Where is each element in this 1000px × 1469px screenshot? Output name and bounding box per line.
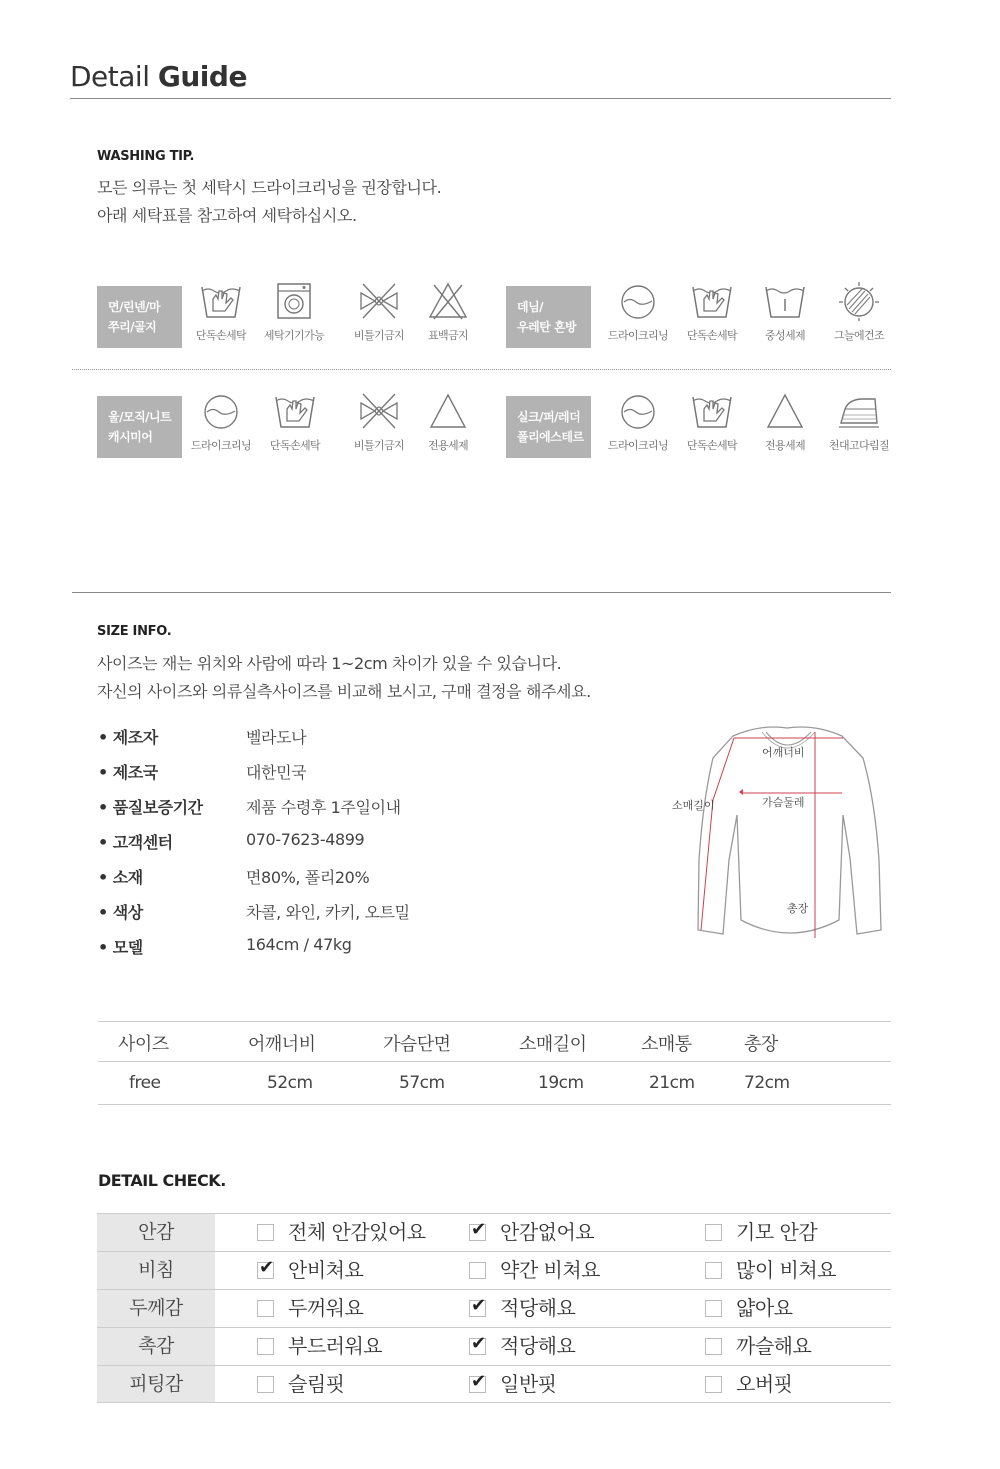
size-table-top (98, 1021, 891, 1022)
checkbox[interactable] (257, 1376, 274, 1393)
size-table-mid (98, 1061, 891, 1062)
size-value: 52cm (267, 1073, 313, 1093)
dry-clean-icon (199, 391, 243, 431)
detail-check-option-label: 두꺼워요 (288, 1296, 364, 1320)
label-chest: 가슴둘레 (762, 796, 805, 809)
detail-key: • 소재 (98, 868, 143, 887)
check-icon: ✔ (471, 1371, 487, 1392)
size-header: 소매통 (641, 1034, 692, 1055)
detail-check-row (97, 1251, 891, 1289)
wash-item (409, 391, 487, 453)
check-icon: ✔ (471, 1333, 487, 1354)
wash-item (746, 281, 824, 343)
wash-item (820, 391, 898, 453)
detail-value: 070-7623-4899 (246, 830, 365, 849)
size-table-bottom (98, 1104, 891, 1105)
checkbox[interactable] (705, 1300, 722, 1317)
checkbox[interactable] (705, 1262, 722, 1279)
detail-value: 164cm / 47kg (246, 935, 352, 954)
page-title (70, 60, 247, 93)
detail-check-row-name: 비침 (97, 1252, 215, 1289)
check-icon: ✔ (471, 1219, 487, 1240)
detail-check-row (97, 1213, 891, 1251)
checkbox[interactable] (469, 1219, 487, 1241)
hand-wash-icon (690, 391, 734, 431)
category-line: 캐시미어 (108, 430, 153, 444)
detail-check-option-label: 까슬해요 (736, 1334, 812, 1358)
wash-item (255, 281, 333, 343)
detail-check-option-label: 적당해요 (500, 1334, 576, 1358)
wash-label: 단독손세탁 (686, 329, 738, 342)
category-line: 면/린넨/마 (108, 300, 161, 314)
detail-key: • 모델 (98, 938, 143, 957)
checkbox[interactable] (469, 1371, 487, 1393)
title-bold: Guide (157, 60, 247, 93)
wash-label: 비틀기금지 (353, 439, 405, 452)
detail-check-option-label: 많이 비쳐요 (736, 1258, 836, 1282)
wash-label: 전용세제 (427, 439, 469, 452)
detail-value: 제품 수령후 1주일이내 (246, 798, 401, 817)
wash-item (673, 281, 751, 343)
arrow-marker (739, 789, 743, 795)
checkbox[interactable] (469, 1262, 486, 1279)
detail-check-row (97, 1327, 891, 1365)
size-header: 소매길이 (519, 1034, 587, 1055)
wash-label: 드라이크리닝 (607, 329, 669, 342)
size-line-2: 자신의 사이즈와 의류실측사이즈를 비교해 보시고, 구매 결정을 해주세요. (97, 682, 591, 701)
detail-check-option-label: 슬림핏 (288, 1372, 345, 1396)
label-length: 총장 (787, 902, 809, 915)
size-value: 72cm (744, 1073, 790, 1093)
wash-category-cotton (97, 286, 182, 348)
detail-check-row-name: 두께감 (97, 1290, 215, 1327)
washing-line-1: 모든 의류는 첫 세탁시 드라이크리닝을 권장합니다. (97, 178, 442, 197)
hand-wash-icon (690, 281, 734, 321)
wash-item (340, 391, 418, 453)
wash-category-denim (506, 286, 591, 348)
hand-wash-icon (199, 281, 243, 321)
wash-item (746, 391, 824, 453)
special-detergent-icon (426, 391, 470, 431)
category-line: 울/모직/니트 (108, 410, 172, 424)
detail-key: • 색상 (98, 903, 143, 922)
detail-check-option-label: 얇아요 (736, 1296, 793, 1320)
size-header: 가슴단면 (383, 1034, 451, 1055)
no-wring-icon (357, 391, 401, 431)
washing-line-2: 아래 세탁표를 참고하여 세탁하십시오. (97, 206, 357, 225)
size-line-1: 사이즈는 재는 위치와 사람에 따라 1~2cm 차이가 있을 수 있습니다. (97, 654, 562, 673)
size-value: 57cm (399, 1073, 445, 1093)
checkbox[interactable] (257, 1300, 274, 1317)
checkbox[interactable] (257, 1338, 274, 1355)
checkbox[interactable] (705, 1224, 722, 1241)
wash-item (409, 281, 487, 343)
checkbox[interactable] (469, 1333, 487, 1355)
shade-dry-icon (837, 281, 881, 321)
size-header: 어깨너비 (248, 1034, 316, 1055)
detail-check-option-label: 안비쳐요 (288, 1258, 364, 1282)
machine-wash-icon (272, 281, 316, 321)
header-divider (70, 98, 891, 99)
detail-check-row-name: 피팅감 (97, 1366, 215, 1402)
label-sleeve: 소매길이 (672, 799, 715, 812)
wash-category-silk (506, 396, 591, 458)
wash-item (340, 281, 418, 343)
no-bleach-icon (426, 281, 470, 321)
detail-check-row-name: 촉감 (97, 1328, 215, 1365)
special-detergent-icon (763, 391, 807, 431)
check-icon: ✔ (259, 1257, 275, 1278)
washing-tip-label: WASHING TIP. (97, 149, 195, 164)
detail-key: • 제조자 (98, 728, 158, 747)
category-line: 폴리에스테르 (517, 430, 584, 444)
detail-check-row (97, 1289, 891, 1327)
detail-value: 면80%, 폴리20% (246, 868, 370, 887)
wash-label: 단독손세탁 (686, 439, 738, 452)
wash-label: 비틀기금지 (353, 329, 405, 342)
checkbox[interactable] (705, 1376, 722, 1393)
checkbox[interactable] (705, 1338, 722, 1355)
wash-label: 그늘에건조 (833, 329, 885, 342)
category-line: 데님/ (517, 300, 544, 314)
wash-label: 천대고다림질 (828, 439, 890, 452)
category-line: 실크/퍼/레더 (517, 410, 581, 424)
wash-label: 세탁기기가능 (263, 329, 325, 342)
wash-item (182, 391, 260, 453)
section-divider (72, 592, 891, 593)
neutral-detergent-icon (763, 281, 807, 321)
detail-check-option-label: 안감없어요 (500, 1220, 595, 1244)
detail-key: • 고객센터 (98, 833, 173, 852)
detail-key: • 품질보증기간 (98, 798, 203, 817)
detail-value: 차콜, 와인, 카키, 오트밀 (246, 903, 410, 922)
size-value: free (129, 1073, 161, 1093)
size-header: 사이즈 (118, 1034, 169, 1055)
cloth-iron-icon (837, 391, 881, 431)
wash-item (182, 281, 260, 343)
detail-check-option-label: 기모 안감 (736, 1220, 818, 1244)
wash-divider (72, 369, 891, 370)
wash-item (599, 281, 677, 343)
hand-wash-icon (273, 391, 317, 431)
wash-label: 표백금지 (427, 329, 469, 342)
wash-label: 전용세제 (764, 439, 806, 452)
detail-check-row (97, 1365, 891, 1403)
wash-item (673, 391, 751, 453)
dry-clean-icon (616, 281, 660, 321)
title-light: Detail (70, 60, 150, 93)
detail-check-label: DETAIL CHECK. (98, 1171, 226, 1190)
wash-label: 드라이크리닝 (190, 439, 252, 452)
wash-item (256, 391, 334, 453)
size-info-label: SIZE INFO. (97, 624, 172, 639)
detail-value: 벨라도나 (246, 728, 307, 747)
detail-check-option-label: 약간 비쳐요 (500, 1258, 600, 1282)
detail-check-row-name: 안감 (97, 1214, 215, 1251)
detail-check-option-label: 전체 안감있어요 (288, 1220, 426, 1244)
category-line: 우레탄 혼방 (517, 320, 577, 334)
checkbox[interactable] (257, 1257, 275, 1279)
detail-check-option-label: 적당해요 (500, 1296, 576, 1320)
size-value: 21cm (649, 1073, 695, 1093)
sleeve-measure (701, 738, 734, 930)
size-value: 19cm (538, 1073, 584, 1093)
detail-check-option-label: 일반핏 (500, 1372, 557, 1396)
category-line: 쭈리/골지 (108, 320, 157, 334)
wash-item (820, 281, 898, 343)
detail-value: 대한민국 (246, 763, 307, 782)
wash-category-wool (97, 396, 182, 458)
checkbox[interactable] (257, 1224, 274, 1241)
no-wring-icon (357, 281, 401, 321)
detail-check-option-label: 오버핏 (736, 1372, 793, 1396)
checkbox[interactable] (469, 1295, 487, 1317)
wash-label: 중성세제 (764, 329, 806, 342)
wash-label: 단독손세탁 (195, 329, 247, 342)
detail-key: • 제조국 (98, 763, 158, 782)
wash-label: 드라이크리닝 (607, 439, 669, 452)
size-header: 총장 (744, 1034, 778, 1055)
detail-check-option-label: 부드러워요 (288, 1334, 383, 1358)
dry-clean-icon (616, 391, 660, 431)
label-shoulder: 어깨너비 (762, 746, 805, 759)
check-icon: ✔ (471, 1295, 487, 1316)
wash-item (599, 391, 677, 453)
wash-label: 단독손세탁 (269, 439, 321, 452)
